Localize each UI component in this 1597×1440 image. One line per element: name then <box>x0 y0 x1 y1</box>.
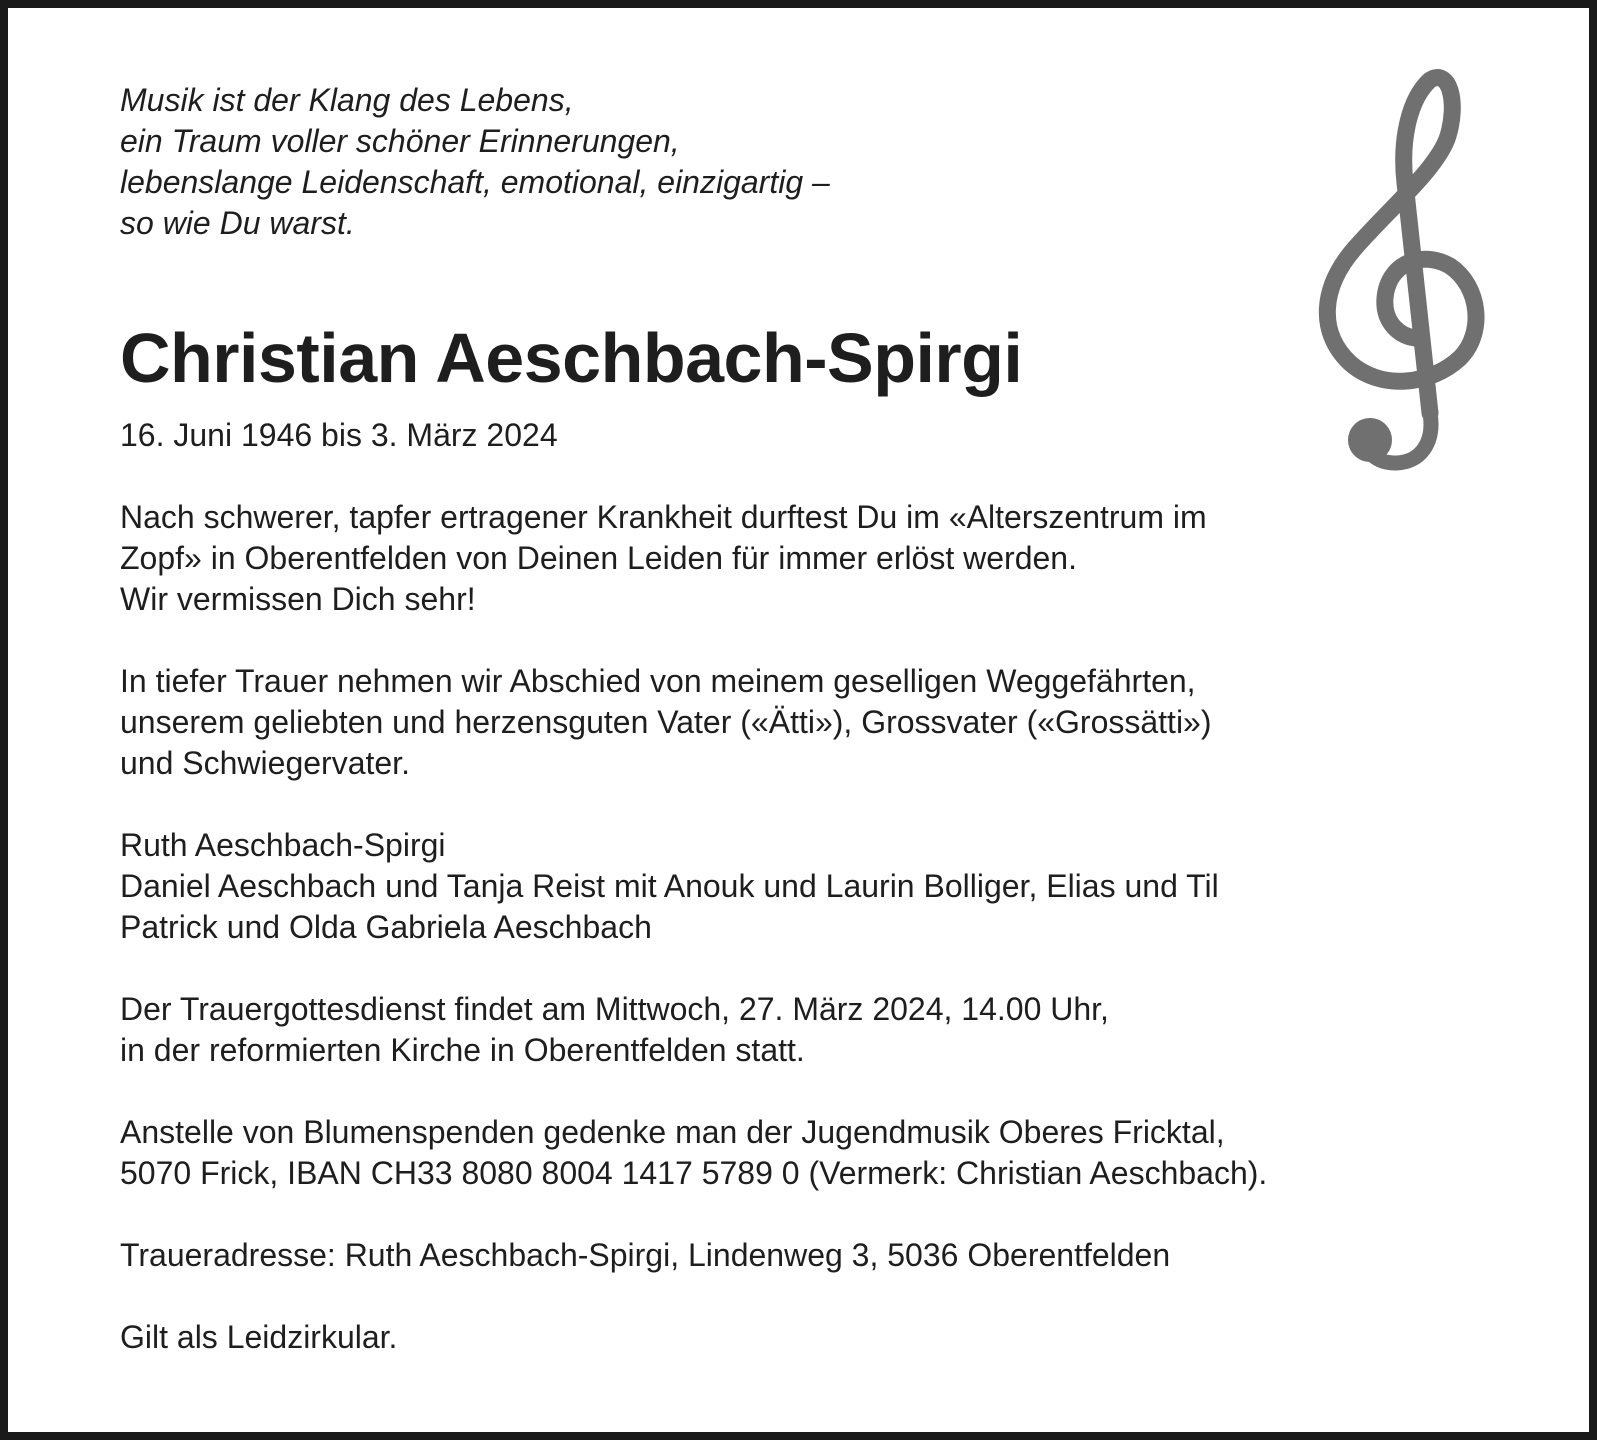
text-line: Gilt als Leidzirkular. <box>120 1319 398 1355</box>
mourning-paragraph <box>120 661 1460 784</box>
text-line: in der reformierten Kirche in Oberentfelden statt. <box>120 1032 805 1068</box>
motto-line: so wie Du warst. <box>120 205 355 241</box>
address-paragraph <box>120 1235 1460 1276</box>
text-line: Nach schwerer, tapfer ertragener Krankheit durftest Du im «Alterszentrum im <box>120 499 1207 535</box>
family-line: Daniel Aeschbach und Tanja Reist mit Anouk und Laurin Bolliger, Elias und Til <box>120 868 1219 904</box>
obituary-body <box>120 415 1460 1399</box>
text-line: Wir vermissen Dich sehr! <box>120 581 476 617</box>
text-line: Anstelle von Blumenspenden gedenke man der Jugendmusik Oberes Fricktal, <box>120 1114 1225 1150</box>
text-line: In tiefer Trauer nehmen wir Abschied von meinem geselligen Weggefährten, <box>120 663 1196 699</box>
address-line: Traueradresse: Ruth Aeschbach-Spirgi, Lindenweg 3, 5036 Oberentfelden <box>120 1237 1171 1273</box>
life-dates <box>120 415 1460 456</box>
dates-line: 16. Juni 1946 bis 3. März 2024 <box>120 417 558 453</box>
family-list <box>120 825 1460 948</box>
donations-paragraph <box>120 1112 1460 1194</box>
motto-line: lebenslange Leidenschaft, emotional, einzigartig – <box>120 164 830 200</box>
family-line: Ruth Aeschbach-Spirgi <box>120 827 446 863</box>
text-line: Zopf» in Oberentfelden von Deinen Leiden für immer erlöst werden. <box>120 540 1077 576</box>
motto-line: Musik ist der Klang des Lebens, <box>120 82 574 118</box>
family-line: Patrick und Olda Gabriela Aeschbach <box>120 909 652 945</box>
deceased-name: Christian Aeschbach-Spirgi <box>120 319 1023 397</box>
illness-paragraph <box>120 497 1460 620</box>
circular-note <box>120 1317 1460 1358</box>
service-paragraph <box>120 989 1460 1071</box>
text-line: unserem geliebten und herzensguten Vater («Ätti»), Grossvater («Grossätti») <box>120 704 1212 740</box>
motto-verse <box>120 80 1450 244</box>
text-line: 5070 Frick, IBAN CH33 8080 8004 1417 5789 0 (Vermerk: Christian Aeschbach). <box>120 1155 1268 1191</box>
text-line: Der Trauergottesdienst findet am Mittwoch, 27. März 2024, 14.00 Uhr, <box>120 991 1109 1027</box>
obituary-content <box>120 80 1450 1355</box>
motto-line: ein Traum voller schöner Erinnerungen, <box>120 123 680 159</box>
text-line: und Schwiegervater. <box>120 745 410 781</box>
